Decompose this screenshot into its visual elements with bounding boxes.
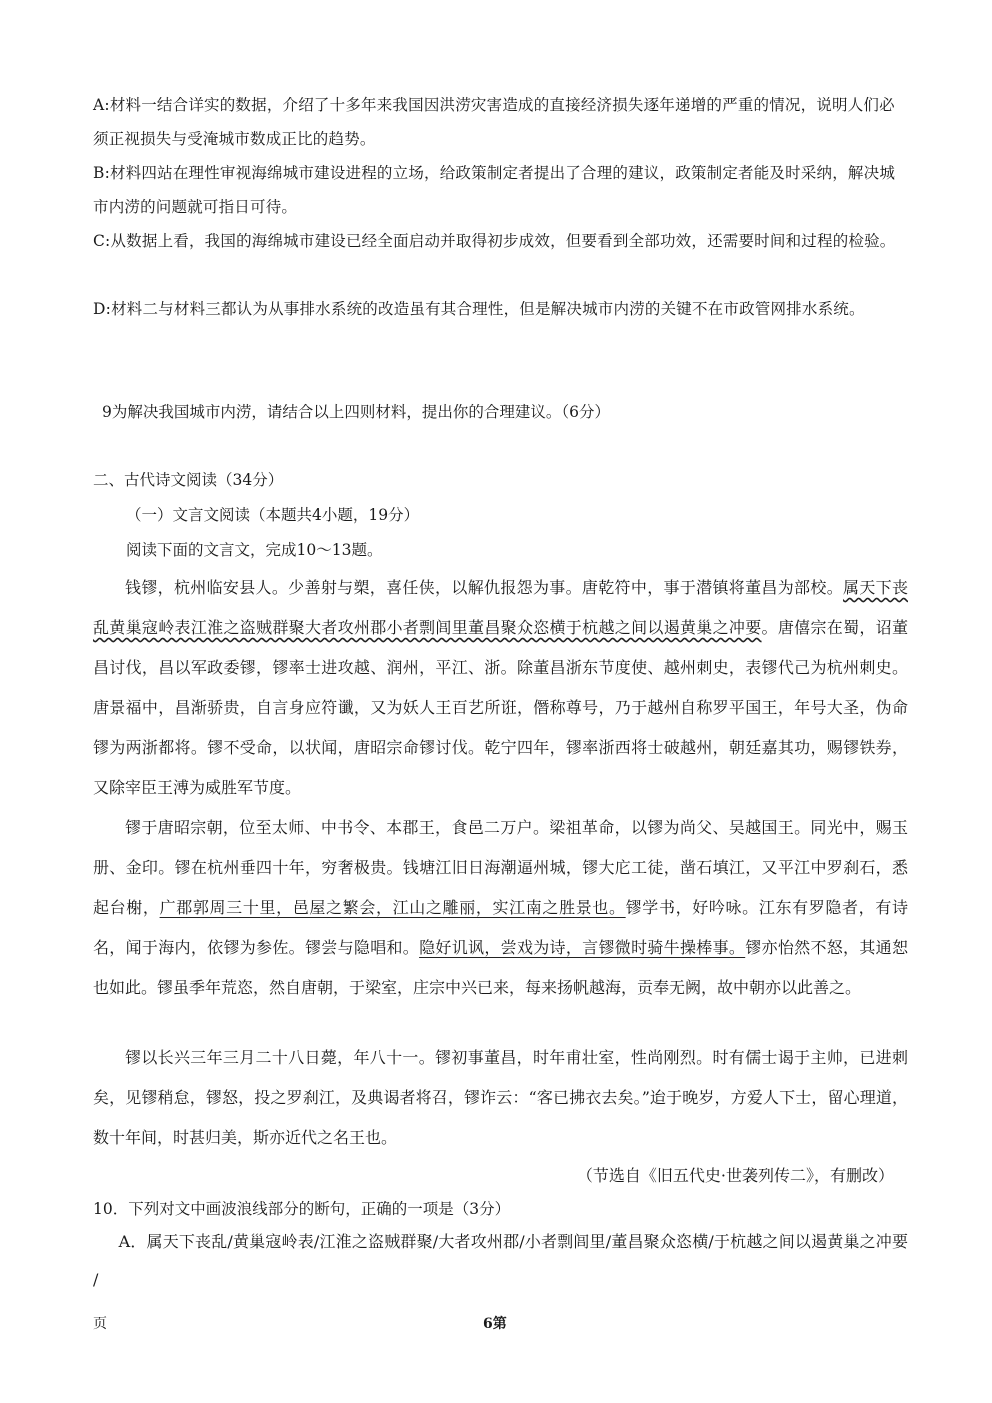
option-d-q8 — [93, 292, 908, 326]
wavy-underlined-sentence: 属天下丧乱黄巢寇岭表江淮之盗贼群聚大者攻州郡小者剽闾里董昌聚众恣横于杭越之间以遏黄巢之冲要 — [93, 578, 908, 637]
question-9: 9为解决我国城市内涝，请结合以上四则材料，提出你的合理建议。（6分） — [102, 403, 610, 421]
passage-text: 镠亦怡然不怒，其通恕也如此。镠虽季年荒恣，然自唐朝，于梁室，庄宗中兴已来，每来扬帆越海，贡奉无阙，故中朝亦以此善之。 — [93, 938, 908, 997]
passage-paragraph-1 — [93, 568, 908, 808]
passage-text: 钱镠，杭州临安县人。少善射与槊，喜任侠，以解仇报怨为事。唐乾符中，事于潜镇将董昌为部校。 — [125, 578, 844, 597]
option-text: 材料二与材料三都认为从事排水系统的改造虽有其合理性，但是解决城市内涝的关键不在市政管网排水系统。 — [111, 300, 865, 318]
section-title: 二、古代诗文阅读（34分） — [93, 471, 284, 489]
passage-paragraph-3 — [93, 1038, 908, 1158]
section-subtitle: （一）文言文阅读（本题共4小题，19分） — [126, 506, 420, 524]
passage-text: 镠学书，好吟咏。江东有罗隐者，有诗名，闻于海内，依镠为参佐。镠尝与隐唱和。 — [93, 898, 908, 957]
footer-page-label: 页 — [93, 1316, 107, 1332]
option-text: 从数据上看，我国的海绵城市建设已经全面启动并取得初步成效，但要看到全部功效，还需要时间和过程的检验。 — [110, 232, 896, 250]
question-10-option-a: A．属天下丧乱/黄巢寇岭表/江淮之盗贼群聚/大者攻州郡/小者剽闾里/董昌聚众恣横/于杭越之间以遏黄巢之冲要 / — [93, 1232, 908, 1289]
underlined-sentence-2: 隐好讥讽，尝戏为诗，言镠微时骑牛操棒事。 — [419, 938, 746, 957]
underlined-sentence-1: 广郡郭周三十里，邑屋之繁会，江山之雕丽，实江南之胜景也。 — [159, 898, 626, 917]
option-text: 材料一结合详实的数据，介绍了十多年来我国因洪涝灾害造成的直接经济损失逐年递增的严重的情况，说明人们必须正视损失与受淹城市数成正比的趋势。 — [93, 96, 895, 148]
option-c-q8 — [93, 224, 908, 258]
footer-page-number: 6第 — [483, 1316, 507, 1332]
option-b-q8 — [93, 156, 908, 224]
passage-text: 镠以长兴三年三月二十八日薨，年八十一。镠初事董昌，时年甫壮室，性尚刚烈。时有儒士谒于主帅，已进刺矣，见镠稍怠，镠怒，投之罗刹江，及典谒者将召，镠诈云：“客已拂衣去矣。”迨于晚岁，方爱人下士，留心理道，数十年间，时甚归美，斯亦近代之名王也。 — [93, 1048, 908, 1147]
option-letter: D: — [93, 300, 112, 318]
option-letter: B: — [93, 164, 111, 182]
passage-text: 。唐僖宗在蜀，诏董昌讨伐，昌以军政委镠，镠率士进攻越、润州，平江、浙。除董昌浙东节度使、越州刺史，表镠代己为杭州刺史。唐景福中，昌渐骄贵，自言身应符谶，又为妖人王百艺所诳，僭称尊号，乃于越州自称罗平国王，年号大圣，伪命镠为两浙都将。镠不受命，以状闻，唐昭宗命镠讨伐。乾宁四年，镠率浙西将士破越州，朝廷嘉其功，赐镠铁券，又除宰臣王溥为威胜军节度。 — [93, 618, 908, 797]
option-a-q8 — [93, 88, 908, 156]
reading-instruction: 阅读下面的文言文，完成10～13题。 — [126, 541, 383, 559]
passage-source: （节选自《旧五代史·世袭列传二》，有删改） — [576, 1166, 894, 1185]
passage-paragraph-2 — [93, 808, 908, 1008]
option-text: 材料四站在理性审视海绵城市建设进程的立场，给政策制定者提出了合理的建议，政策制定者能及时采纳，解决城市内涝的问题就可指日可待。 — [93, 164, 896, 216]
question-10: 10．下列对文中画波浪线部分的断句，正确的一项是（3分） — [93, 1200, 511, 1218]
option-letter: C: — [93, 232, 111, 250]
passage-text: 镠于唐昭宗朝，位至太师、中书令、本郡王，食邑二万户。梁祖革命，以镠为尚父、吴越国王。同光中，赐玉册、金印。镠在杭州垂四十年，穷奢极贵。钱塘江旧日海潮逼州城，镠大庀工徒，凿石填江，又平江中罗刹石，悉起台榭， — [93, 818, 908, 917]
option-letter: A: — [93, 96, 110, 114]
